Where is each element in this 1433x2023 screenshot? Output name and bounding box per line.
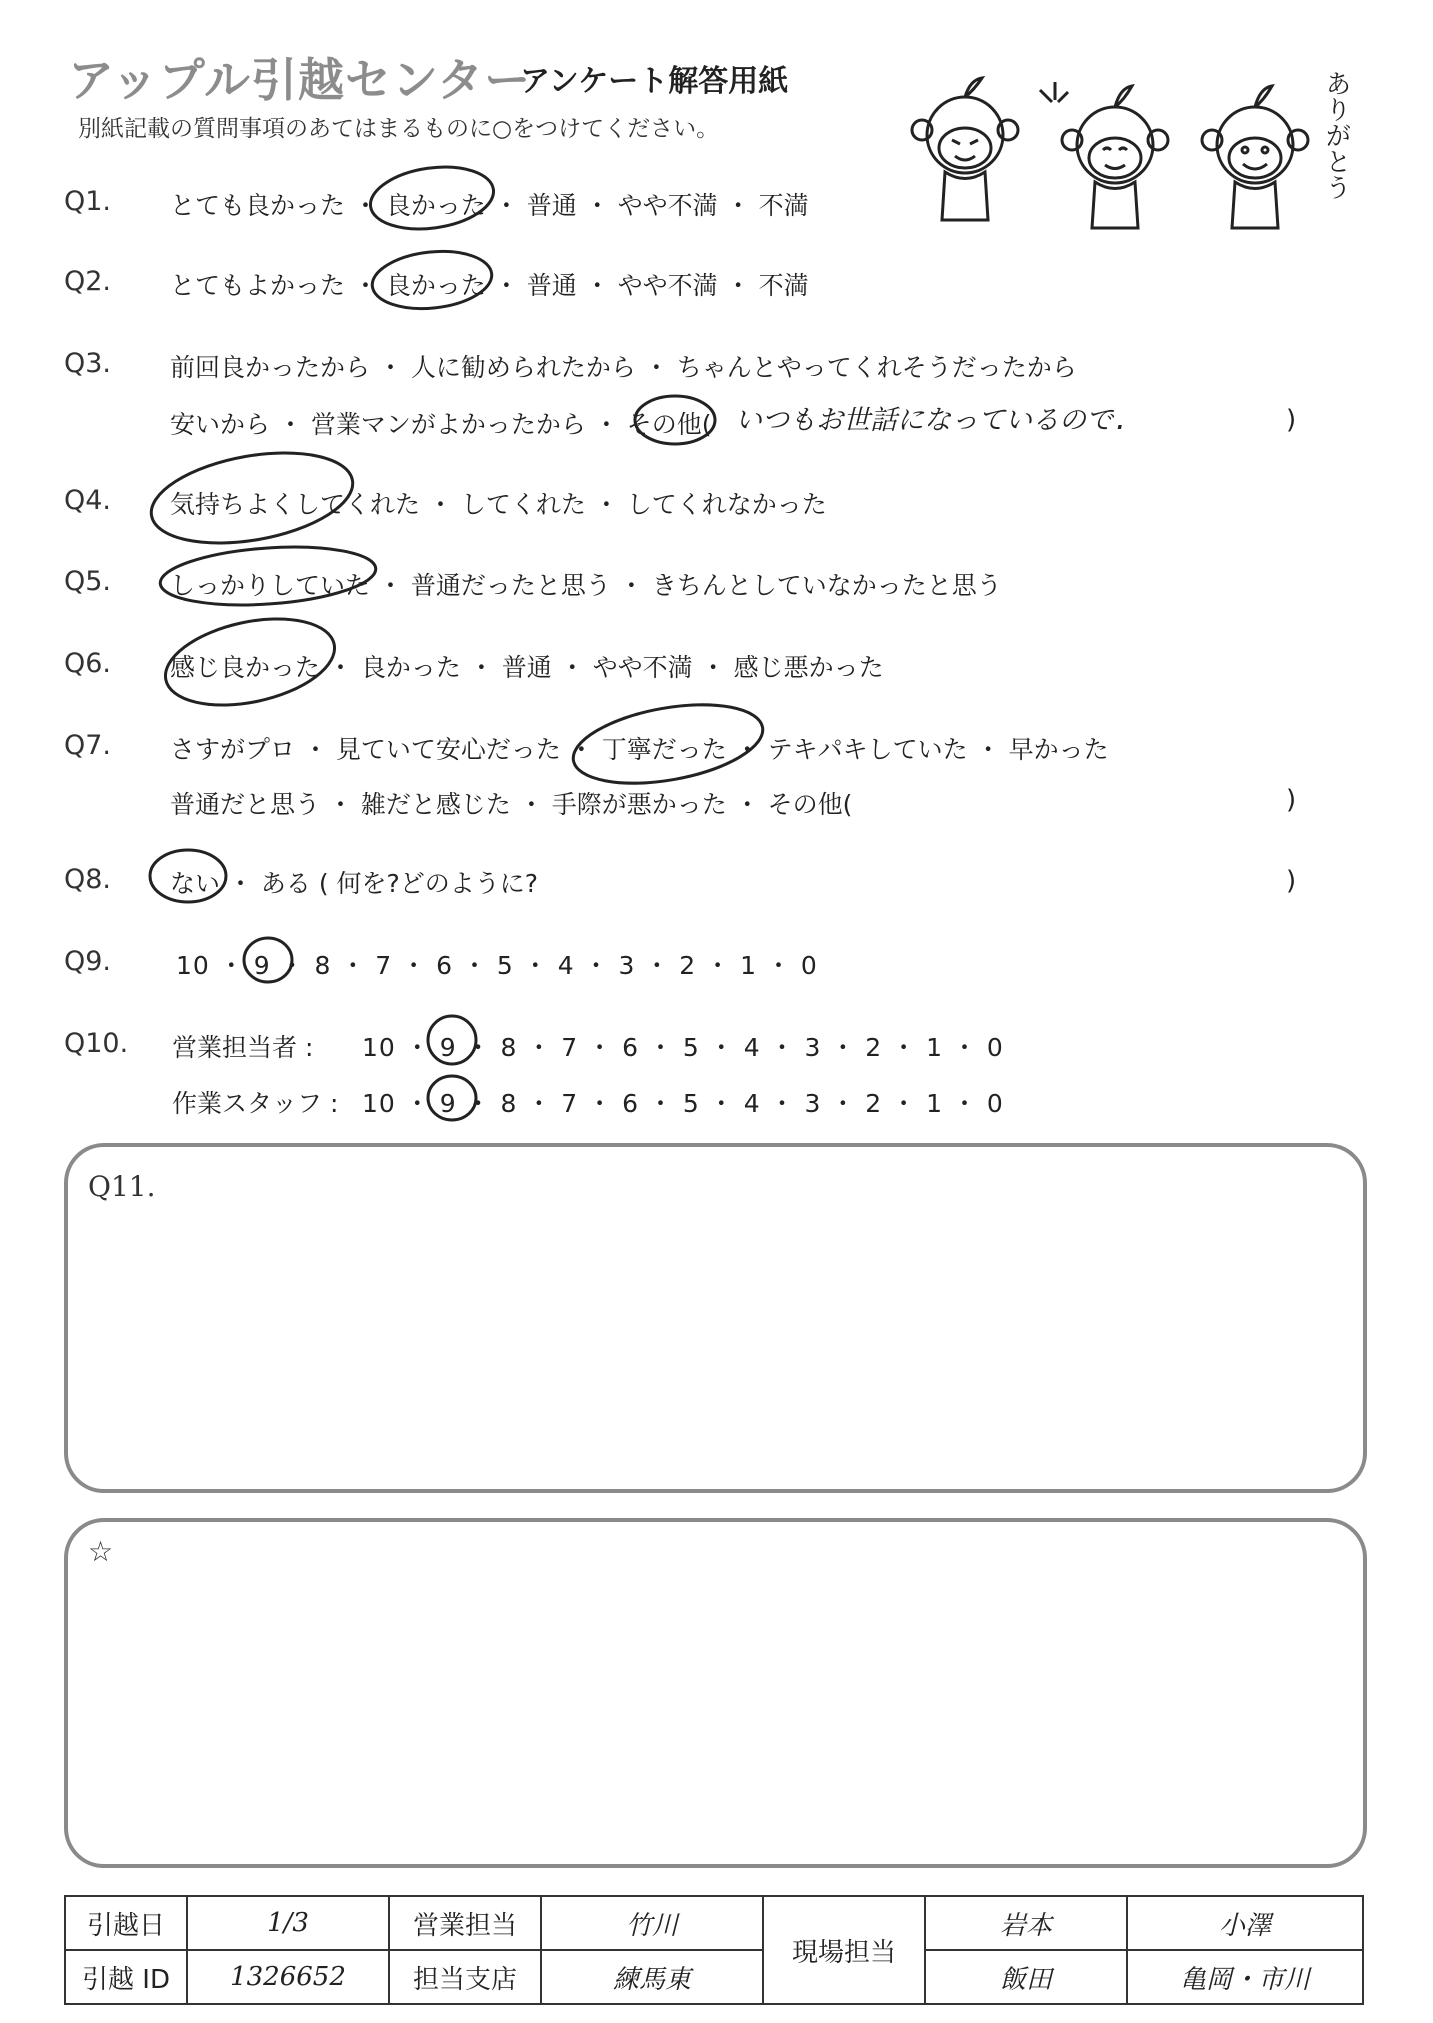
move-date-label: 引越日 <box>65 1896 187 1950</box>
star-comment-box <box>64 1518 1367 1868</box>
q1-options: とても良かった ・ 良かった ・ 普通 ・ やや不満 ・ 不満 <box>170 191 809 220</box>
q10-sales-scale: 10 ・ 9 ・ 8 ・ 7 ・ 6 ・ 5 ・ 4 ・ 3 ・ 2 ・ 1 ・ 0 <box>362 1033 1004 1062</box>
move-id-value: 1326652 <box>187 1950 389 2004</box>
q2-options: とてもよかった ・ 良かった ・ 普通 ・ やや不満 ・ 不満 <box>170 271 809 300</box>
q10-number: Q10. <box>64 1028 129 1059</box>
q9-scale: 10 ・ 9 ・ 8 ・ 7 ・ 6 ・ 5 ・ 4 ・ 3 ・ 2 ・ 1 ・ 0 <box>176 951 818 980</box>
q4-number: Q4. <box>64 485 112 516</box>
q6-number: Q6. <box>64 648 112 679</box>
site-rep-value-1: 岩本 <box>925 1896 1127 1950</box>
instruction-text: 別紙記載の質問事項のあてはまるものに○をつけてください。 <box>78 116 720 142</box>
thanks-text: ありがとう <box>1321 70 1351 200</box>
q6-options: 感じ良かった ・ 良かった ・ 普通 ・ やや不満 ・ 感じ悪かった <box>170 653 884 682</box>
q8-options: ない ・ ある ( 何を?どのように? <box>170 869 539 898</box>
q3-handwritten-answer: いつもお世話になっているので. <box>735 405 1130 436</box>
q10-staff-scale: 10 ・ 9 ・ 8 ・ 7 ・ 6 ・ 5 ・ 4 ・ 3 ・ 2 ・ 1 ・ 0 <box>362 1089 1004 1118</box>
q8-number: Q8. <box>64 864 112 895</box>
info-table <box>64 1895 1364 2005</box>
q2-number: Q2. <box>64 266 112 297</box>
company-title: アップル引越センター <box>68 53 532 107</box>
q9-number: Q9. <box>64 946 112 977</box>
q5-number: Q5. <box>64 566 112 597</box>
move-date-value: 1/3 <box>187 1896 389 1950</box>
branch-label: 担当支店 <box>389 1950 541 2004</box>
sales-rep-label: 営業担当 <box>389 1896 541 1950</box>
q11-label: Q11. <box>88 1170 156 1203</box>
site-rep-label: 現場担当 <box>763 1896 925 2004</box>
site-rep-value-2: 小澤 <box>1127 1896 1363 1950</box>
q11-comment-box <box>64 1143 1367 1493</box>
q8-close-paren: ) <box>1286 866 1297 896</box>
q3-close-paren: ) <box>1286 405 1297 435</box>
q7-number: Q7. <box>64 730 112 761</box>
move-id-label: 引越 ID <box>65 1950 187 2004</box>
q7-options-line2: 普通だと思う ・ 雑だと感じた ・ 手際が悪かった ・ その他( <box>170 790 853 819</box>
q10-sales-label: 営業担当者 : <box>172 1033 314 1062</box>
monkey-mascot-icon <box>900 60 1350 230</box>
q7-options-line1: さすがプロ ・ 見ていて安心だった ・ 丁寧だった ・ テキパキしていた ・ 早かった <box>170 735 1109 764</box>
sales-rep-value: 竹川 <box>541 1896 763 1950</box>
form-title: アンケート解答用紙 <box>520 64 789 99</box>
q3-options-line2: 安いから ・ 営業マンがよかったから ・ その他( <box>170 410 712 439</box>
site-rep-value-4: 亀岡・市川 <box>1127 1950 1363 2004</box>
q4-options: 気持ちよくしてくれた ・ してくれた ・ してくれなかった <box>170 490 827 519</box>
q7-close-paren: ) <box>1286 785 1297 815</box>
q5-options: しっかりしていた ・ 普通だったと思う ・ きちんとしていなかったと思う <box>170 571 1002 600</box>
star-label: ☆ <box>88 1535 114 1568</box>
branch-value: 練馬東 <box>541 1950 763 2004</box>
q3-number: Q3. <box>64 348 112 379</box>
q10-staff-label: 作業スタッフ : <box>172 1089 339 1118</box>
q3-options-line1: 前回良かったから ・ 人に勧められたから ・ ちゃんとやってくれそうだったから <box>170 353 1077 382</box>
q1-number: Q1. <box>64 186 112 217</box>
site-rep-value-3: 飯田 <box>925 1950 1127 2004</box>
